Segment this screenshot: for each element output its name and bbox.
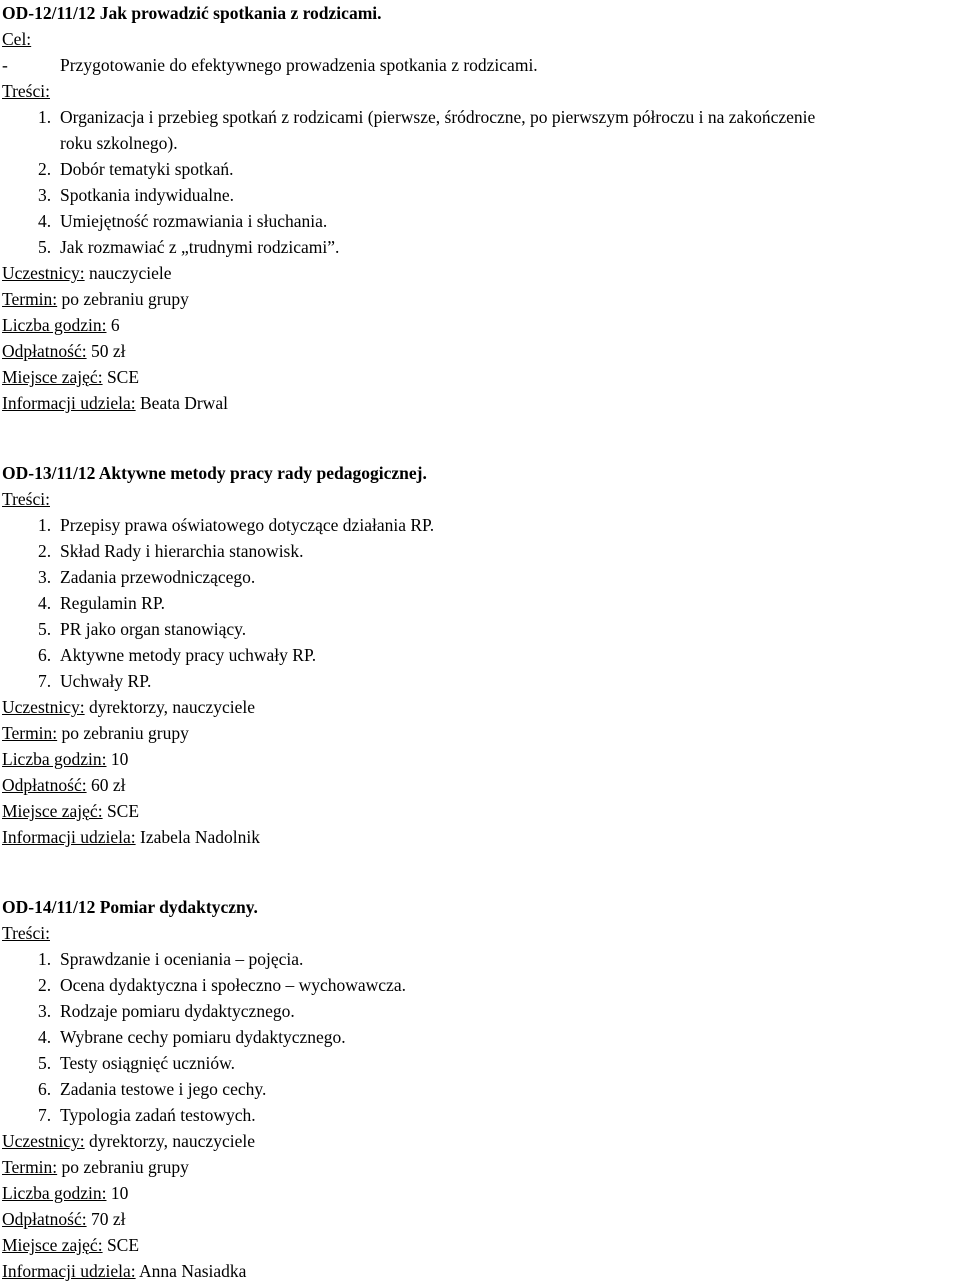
tresci-row — [2, 920, 960, 946]
termin-row — [2, 1154, 960, 1180]
termin-label: Termin: — [2, 1157, 58, 1177]
cel-label: Cel: — [2, 29, 32, 49]
list-item — [2, 972, 960, 998]
list-number: 5. — [38, 619, 52, 639]
liczba-godzin-value: 10 — [110, 1183, 129, 1203]
liczba-godzin-label: Liczba godzin: — [2, 315, 107, 335]
list-item — [2, 182, 960, 208]
list-item-text: Dobór tematyki spotkań. — [60, 159, 234, 179]
list-number: 6. — [38, 645, 52, 665]
list-item-text: Regulamin RP. — [60, 593, 166, 613]
section-spacer — [2, 416, 960, 460]
informacji-value: Anna Nasiadka — [139, 1261, 247, 1281]
uczestnicy-value: nauczyciele — [88, 263, 172, 283]
informacji-value: Izabela Nadolnik — [140, 827, 261, 847]
uczestnicy-row — [2, 694, 960, 720]
list-item-text: Spotkania indywidualne. — [60, 185, 235, 205]
informacji-value: Beata Drwal — [140, 393, 228, 413]
list-item-text: Organizacja i przebieg spotkań z rodzicami (pierwsze, śródroczne, po pierwszym półroczu i na zakończenie — [60, 107, 816, 127]
list-item — [2, 1102, 960, 1128]
list-number: 1. — [38, 949, 52, 969]
list-number: 7. — [38, 1105, 52, 1125]
liczba-godzin-label: Liczba godzin: — [2, 1183, 107, 1203]
liczba-godzin-label: Liczba godzin: — [2, 749, 107, 769]
list-number: 3. — [38, 1001, 52, 1021]
miejsce-label: Miejsce zajęć: — [2, 1235, 103, 1255]
odplatnosc-value: 60 zł — [90, 775, 126, 795]
list-item — [2, 1050, 960, 1076]
list-item — [2, 156, 960, 182]
list-number: 2. — [38, 975, 52, 995]
dash-marker: - — [2, 55, 8, 75]
list-item-text: Zadania przewodniczącego. — [60, 567, 256, 587]
list-item-text: PR jako organ stanowiący. — [60, 619, 247, 639]
odplatnosc-value: 50 zł — [90, 341, 126, 361]
section-title: OD-14/11/12 Pomiar dydaktyczny. — [2, 897, 258, 917]
list-item-text: roku szkolnego). — [60, 133, 178, 153]
termin-row — [2, 720, 960, 746]
list-number: 3. — [38, 567, 52, 587]
termin-label: Termin: — [2, 723, 58, 743]
uczestnicy-value: dyrektorzy, nauczyciele — [88, 1131, 255, 1151]
list-item-text: Wybrane cechy pomiaru dydaktycznego. — [60, 1027, 346, 1047]
section-title: OD-12/11/12 Jak prowadzić spotkania z rodzicami. — [2, 3, 382, 23]
odplatnosc-row — [2, 1206, 960, 1232]
uczestnicy-row — [2, 260, 960, 286]
odplatnosc-label: Odpłatność: — [2, 1209, 87, 1229]
list-number: 7. — [38, 671, 52, 691]
list-number: 1. — [38, 107, 52, 127]
liczba-godzin-row — [2, 312, 960, 338]
miejsce-label: Miejsce zajęć: — [2, 801, 103, 821]
tresci-label: Treści: — [2, 923, 50, 943]
section-spacer — [2, 850, 960, 894]
list-number: 2. — [38, 159, 52, 179]
informacji-label: Informacji udziela: — [2, 1261, 136, 1281]
miejsce-row — [2, 798, 960, 824]
list-number: 1. — [38, 515, 52, 535]
informacji-row — [2, 1258, 960, 1284]
list-item-text: Sprawdzanie i oceniania – pojęcia. — [60, 949, 304, 969]
list-item-text: Przygotowanie do efektywnego prowadzenia spotkania z rodzicami. — [60, 55, 538, 75]
list-item — [2, 642, 960, 668]
list-item-text: Testy osiągnięć uczniów. — [60, 1053, 236, 1073]
list-item — [2, 234, 960, 260]
list-item-text: Jak rozmawiać z „trudnymi rodzicami”. — [60, 237, 340, 257]
termin-value: po zebraniu grupy — [61, 289, 189, 309]
list-item — [2, 590, 960, 616]
section-title: OD-13/11/12 Aktywne metody pracy rady pedagogicznej. — [2, 463, 427, 483]
uczestnicy-label: Uczestnicy: — [2, 1131, 85, 1151]
list-item-text: Umiejętność rozmawiania i słuchania. — [60, 211, 328, 231]
miejsce-value: SCE — [106, 1235, 140, 1255]
list-item — [2, 208, 960, 234]
list-number: 4. — [38, 593, 52, 613]
liczba-godzin-value: 6 — [110, 315, 120, 335]
uczestnicy-row — [2, 1128, 960, 1154]
liczba-godzin-row — [2, 746, 960, 772]
list-item-text: Typologia zadań testowych. — [60, 1105, 256, 1125]
termin-row — [2, 286, 960, 312]
list-item-text: Aktywne metody pracy uchwały RP. — [60, 645, 317, 665]
miejsce-row — [2, 364, 960, 390]
list-item-text: Ocena dydaktyczna i społeczno – wychowawcza. — [60, 975, 406, 995]
informacji-row — [2, 390, 960, 416]
odplatnosc-label: Odpłatność: — [2, 341, 87, 361]
tresci-row — [2, 486, 960, 512]
list-item — [2, 616, 960, 642]
list-item — [2, 946, 960, 972]
miejsce-row — [2, 1232, 960, 1258]
list-item — [2, 512, 960, 538]
list-item — [2, 52, 960, 78]
uczestnicy-value: dyrektorzy, nauczyciele — [88, 697, 255, 717]
list-item — [2, 998, 960, 1024]
termin-value: po zebraniu grupy — [61, 1157, 189, 1177]
odplatnosc-row — [2, 772, 960, 798]
tresci-row — [2, 78, 960, 104]
list-number: 5. — [38, 1053, 52, 1073]
termin-label: Termin: — [2, 289, 58, 309]
list-item-text: Rodzaje pomiaru dydaktycznego. — [60, 1001, 295, 1021]
miejsce-value: SCE — [106, 801, 140, 821]
miejsce-value: SCE — [106, 367, 140, 387]
list-number: 5. — [38, 237, 52, 257]
list-item — [2, 1024, 960, 1050]
informacji-label: Informacji udziela: — [2, 393, 136, 413]
list-number: 4. — [38, 1027, 52, 1047]
list-item-text: Zadania testowe i jego cechy. — [60, 1079, 267, 1099]
list-item-continuation — [2, 130, 960, 156]
list-number: 4. — [38, 211, 52, 231]
liczba-godzin-value: 10 — [110, 749, 129, 769]
list-item — [2, 104, 960, 130]
list-item — [2, 564, 960, 590]
list-item-text: Skład Rady i hierarchia stanowisk. — [60, 541, 304, 561]
odplatnosc-label: Odpłatność: — [2, 775, 87, 795]
list-number: 3. — [38, 185, 52, 205]
uczestnicy-label: Uczestnicy: — [2, 697, 85, 717]
liczba-godzin-row — [2, 1180, 960, 1206]
list-item — [2, 1076, 960, 1102]
list-item — [2, 538, 960, 564]
odplatnosc-value: 70 zł — [90, 1209, 126, 1229]
list-number: 2. — [38, 541, 52, 561]
termin-value: po zebraniu grupy — [61, 723, 189, 743]
list-item-text: Przepisy prawa oświatowego dotyczące działania RP. — [60, 515, 435, 535]
tresci-label: Treści: — [2, 81, 50, 101]
list-number: 6. — [38, 1079, 52, 1099]
uczestnicy-label: Uczestnicy: — [2, 263, 85, 283]
list-item-text: Uchwały RP. — [60, 671, 152, 691]
cel-row — [2, 26, 960, 52]
informacji-row — [2, 824, 960, 850]
list-item — [2, 668, 960, 694]
miejsce-label: Miejsce zajęć: — [2, 367, 103, 387]
informacji-label: Informacji udziela: — [2, 827, 136, 847]
odplatnosc-row — [2, 338, 960, 364]
tresci-label: Treści: — [2, 489, 50, 509]
